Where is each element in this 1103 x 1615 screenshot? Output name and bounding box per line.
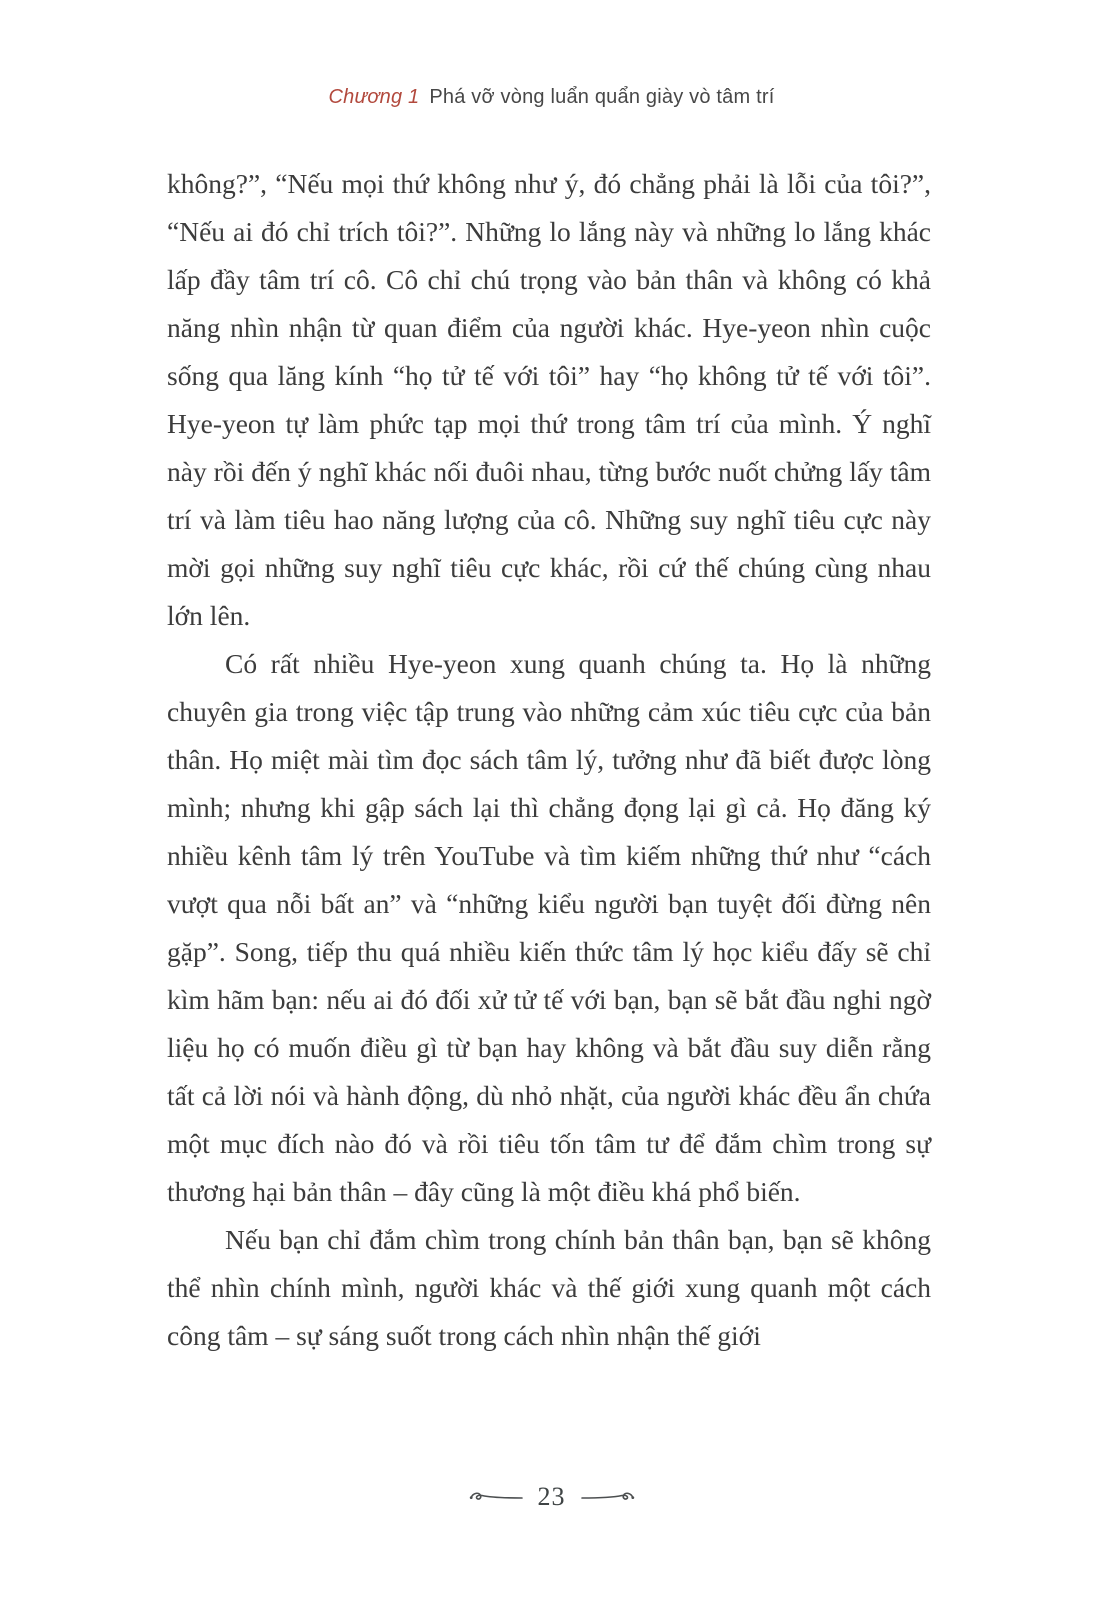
paragraph-continuation: không?”, “Nếu mọi thứ không như ý, đó chẳng phải là lỗi của tôi?”, “Nếu ai đó chỉ trích tôi?”. Những lo lắng này và những lo lắng khác lấp đầy tâm trí cô. Cô chỉ chú trọng vào bản thân và không có khả năng nhìn nhận từ quan điểm của người khác. Hye-yeon nhìn cuộc sống qua lăng kính “họ tử tế với tôi” hay “họ không tử tế với tôi”. Hye-yeon tự làm phức tạp mọi thứ trong tâm trí của mình. Ý nghĩ này rồi đến ý nghĩ khác nối đuôi nhau, từng bước nuốt chửng lấy tâm trí và làm tiêu hao năng lượng của cô. Những suy nghĩ tiêu cực này mời gọi những suy nghĩ tiêu cực khác, rồi cứ thế chúng cùng nhau lớn lên.	[167, 168, 931, 631]
footer-flourish-left-icon	[468, 1489, 524, 1505]
chapter-title: Phá vỡ vòng luẩn quẩn giày vò tâm trí	[429, 86, 775, 108]
footer-flourish-right-icon	[580, 1489, 636, 1505]
chapter-label: Chương 1	[328, 86, 420, 108]
running-header	[0, 86, 1103, 109]
page-number: 23	[537, 1482, 566, 1511]
paragraph: Nếu bạn chỉ đắm chìm trong chính bản thân bạn, bạn sẽ không thể nhìn chính mình, người khác và thế giới xung quanh một cách công tâm – sự sáng suốt trong cách nhìn nhận thế giới	[167, 1224, 931, 1351]
body-text	[167, 160, 931, 1360]
page-footer	[0, 1482, 1103, 1512]
paragraph: Có rất nhiều Hye-yeon xung quanh chúng ta. Họ là những chuyên gia trong việc tập trung vào những cảm xúc tiêu cực của bản thân. Họ miệt mài tìm đọc sách tâm lý, tưởng như đã biết được lòng mình; nhưng khi gập sách lại thì chẳng đọng lại gì cả. Họ đăng ký nhiều kênh tâm lý trên YouTube và tìm kiếm những thứ như “cách vượt qua nỗi bất an” và “những kiểu người bạn tuyệt đối đừng nên gặp”. Song, tiếp thu quá nhiều kiến thức tâm lý học kiểu đấy sẽ chỉ kìm hãm bạn: nếu ai đó đối xử tử tế với bạn, bạn sẽ bắt đầu nghi ngờ liệu họ có muốn điều gì từ bạn hay không và bắt đầu suy diễn rằng tất cả lời nói và hành động, dù nhỏ nhặt, của người khác đều ẩn chứa một mục đích nào đó và rồi tiêu tốn tâm tư để đắm chìm trong sự thương hại bản thân – đây cũng là một điều khá phổ biến.	[167, 648, 931, 1207]
